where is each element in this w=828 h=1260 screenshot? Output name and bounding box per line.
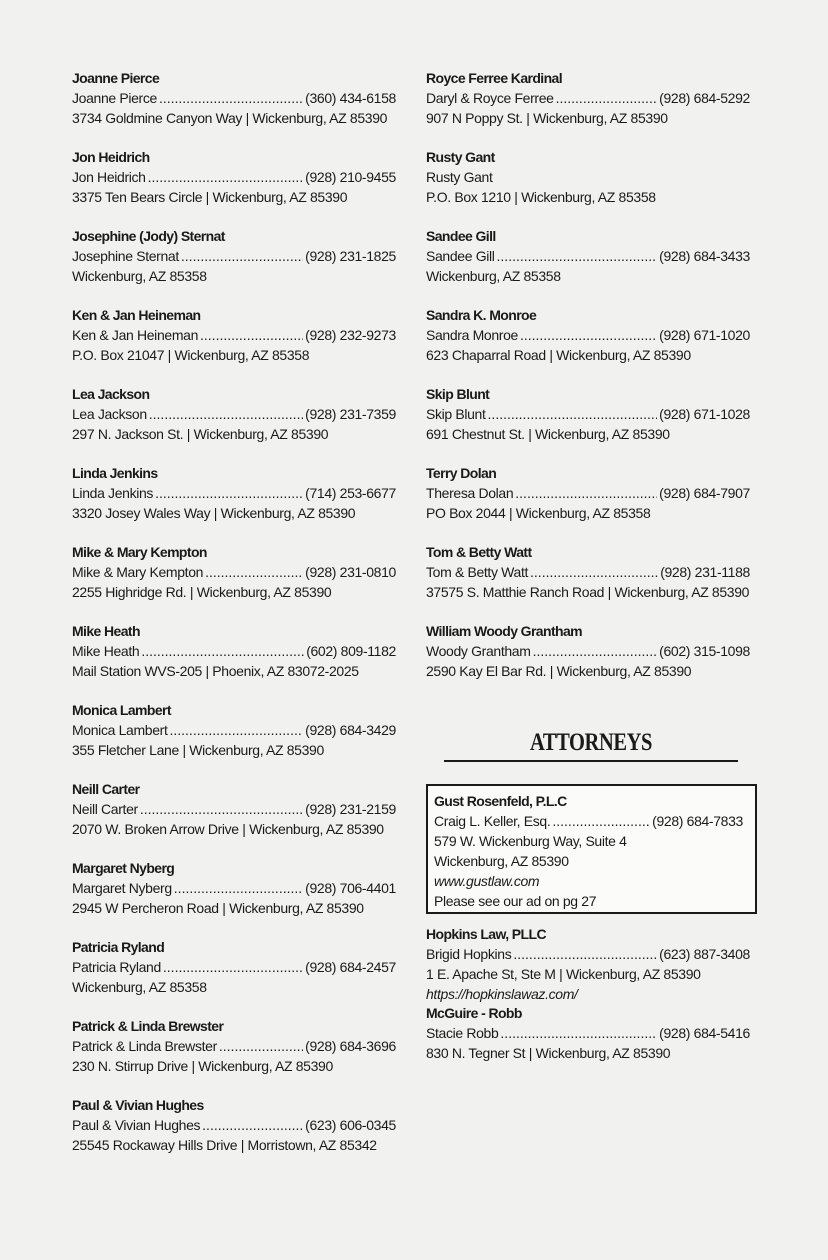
dot-leader — [533, 641, 658, 661]
left-column — [72, 68, 396, 1174]
contact-line — [72, 562, 396, 582]
address-line: 2945 W Percheron Road | Wickenburg, AZ 85390 — [72, 900, 364, 916]
phone-number: (928) 671-1020 — [659, 327, 750, 343]
address-line: P.O. Box 21047 | Wickenburg, AZ 85358 — [72, 347, 310, 363]
contact-name: Margaret Nyberg — [72, 880, 172, 896]
contact-name: Tom & Betty Watt — [426, 564, 529, 580]
entry-heading: Joanne Pierce — [72, 70, 160, 86]
attorney-list — [426, 924, 750, 1082]
dot-leader — [552, 811, 650, 831]
directory-entry — [72, 542, 396, 621]
dot-leader — [155, 483, 303, 503]
entry-heading: Monica Lambert — [72, 702, 171, 718]
ad-note: Please see our ad on pg 27 — [434, 893, 597, 909]
directory-entry — [72, 68, 396, 147]
contact-line — [72, 720, 396, 740]
phone-number: (928) 232-9273 — [305, 327, 396, 343]
entry-heading: William Woody Grantham — [426, 623, 582, 639]
contact-name: Lea Jackson — [72, 406, 147, 422]
contact-line — [426, 246, 750, 266]
contact-name: Jon Heidrich — [72, 169, 146, 185]
contact-name: Brigid Hopkins — [426, 946, 512, 962]
entry-heading: Ken & Jan Heineman — [72, 307, 201, 323]
entry-heading: Paul & Vivian Hughes — [72, 1097, 204, 1113]
phone-number: (928) 684-7907 — [659, 485, 750, 501]
contact-name: Mike & Mary Kempton — [72, 564, 204, 580]
contact-name: Skip Blunt — [426, 406, 486, 422]
contact-line — [426, 404, 750, 424]
contact-line — [72, 799, 396, 819]
directory-entry — [426, 68, 750, 147]
address-line: 2255 Highridge Rd. | Wickenburg, AZ 85390 — [72, 584, 332, 600]
contact-name: Ken & Jan Heineman — [72, 327, 199, 343]
address-line: PO Box 2044 | Wickenburg, AZ 85358 — [426, 505, 651, 521]
directory-entry — [72, 226, 396, 305]
address-line: 1 E. Apache St, Ste M | Wickenburg, AZ 85390 — [426, 966, 701, 982]
directory-entry — [72, 147, 396, 226]
contact-name: Linda Jenkins — [72, 485, 154, 501]
contact-line — [426, 325, 750, 345]
contact-line — [434, 811, 743, 831]
directory-entry — [72, 937, 396, 1016]
dot-leader — [513, 944, 657, 964]
contact-name: Sandee Gill — [426, 248, 495, 264]
entry-heading: Hopkins Law, PLLC — [426, 926, 546, 942]
phone-number: (928) 231-1188 — [660, 564, 750, 580]
section-title-attorneys: ATTORNEYS — [529, 729, 653, 756]
contact-name: Patricia Ryland — [72, 959, 161, 975]
directory-entry — [426, 384, 750, 463]
address-line: 2070 W. Broken Arrow Drive | Wickenburg, AZ 85390 — [72, 821, 384, 837]
address-line: Mail Station WVS-205 | Phoenix, AZ 83072-2025 — [72, 663, 359, 679]
entry-heading: Mike & Mary Kempton — [72, 544, 207, 560]
website-link[interactable]: https://hopkinslawaz.com/ — [426, 986, 578, 1002]
address-line: 2590 Kay El Bar Rd. | Wickenburg, AZ 85390 — [426, 663, 692, 679]
phone-number: (623) 887-3408 — [659, 946, 750, 962]
address-line: 37575 S. Matthie Ranch Road | Wickenburg, AZ 85390 — [426, 584, 750, 600]
dot-leader — [500, 1023, 657, 1043]
entry-heading: McGuire - Robb — [426, 1005, 522, 1021]
contact-line — [72, 325, 396, 345]
phone-number: (928) 684-3429 — [305, 722, 396, 738]
directory-entry — [426, 226, 750, 305]
directory-entry — [72, 1016, 396, 1095]
contact-line — [72, 246, 396, 266]
contact-name: Stacie Robb — [426, 1025, 499, 1041]
address-line: 355 Fletcher Lane | Wickenburg, AZ 85390 — [72, 742, 324, 758]
contact-name: Patrick & Linda Brewster — [72, 1038, 217, 1054]
address-line: 230 N. Stirrup Drive | Wickenburg, AZ 85390 — [72, 1058, 333, 1074]
contact-line — [72, 404, 396, 424]
dot-leader — [200, 325, 303, 345]
directory-entry — [72, 1095, 396, 1174]
entry-heading: Patricia Ryland — [72, 939, 165, 955]
contact-line — [72, 641, 396, 661]
contact-name: Woody Grantham — [426, 643, 531, 659]
directory-entry — [426, 147, 750, 226]
dot-leader — [181, 246, 303, 266]
address-line: 297 N. Jackson St. | Wickenburg, AZ 85390 — [72, 426, 329, 442]
contact-line — [72, 483, 396, 503]
entry-heading: Gust Rosenfeld, P.L.C — [434, 793, 567, 809]
dot-leader — [488, 404, 658, 424]
contact-name: Joanne Pierce — [72, 90, 157, 106]
address-line: Wickenburg, AZ 85390 — [434, 853, 569, 869]
address-line: 3320 Josey Wales Way | Wickenburg, AZ 85390 — [72, 505, 356, 521]
contact-line — [426, 88, 750, 108]
dot-leader — [219, 1036, 303, 1056]
directory-entry — [426, 1003, 750, 1082]
entry-heading: Royce Ferree Kardinal — [426, 70, 563, 86]
dot-leader — [556, 88, 658, 108]
directory-entry — [72, 621, 396, 700]
phone-number: (928) 671-1028 — [659, 406, 750, 422]
entry-heading: Jon Heidrich — [72, 149, 150, 165]
entry-heading: Rusty Gant — [426, 149, 495, 165]
contact-line — [72, 1115, 396, 1135]
contact-line — [426, 944, 750, 964]
directory-entry — [426, 924, 750, 1003]
directory-entry — [72, 858, 396, 937]
phone-number: (928) 684-5416 — [659, 1025, 750, 1041]
address-line: 579 W. Wickenburg Way, Suite 4 — [434, 833, 627, 849]
contact-line — [426, 167, 750, 187]
phone-number: (928) 684-3433 — [659, 248, 750, 264]
dot-leader — [530, 562, 658, 582]
directory-entry — [72, 305, 396, 384]
dot-leader — [520, 325, 657, 345]
contact-name: Theresa Dolan — [426, 485, 514, 501]
directory-entry — [72, 700, 396, 779]
address-line: 25545 Rockaway Hills Drive | Morristown, AZ 85342 — [72, 1137, 377, 1153]
right-column — [426, 68, 750, 700]
entry-heading: Sandee Gill — [426, 228, 496, 244]
directory-entry — [72, 384, 396, 463]
phone-number: (928) 684-7833 — [652, 813, 743, 829]
address-line: 907 N Poppy St. | Wickenburg, AZ 85390 — [426, 110, 668, 126]
entry-heading: Neill Carter — [72, 781, 140, 797]
phone-number: (928) 231-1825 — [305, 248, 396, 264]
phone-number: (602) 315-1098 — [659, 643, 750, 659]
phone-number: (602) 809-1182 — [306, 643, 396, 659]
contact-name: Craig L. Keller, Esq. — [434, 813, 551, 829]
contact-name: Josephine Sternat — [72, 248, 179, 264]
entry-heading: Tom & Betty Watt — [426, 544, 532, 560]
contact-name: Neill Carter — [72, 801, 138, 817]
phone-number: (928) 706-4401 — [305, 880, 396, 896]
entry-heading: Josephine (Jody) Sternat — [72, 228, 225, 244]
phone-number: (714) 253-6677 — [305, 485, 396, 501]
phone-number: (928) 684-2457 — [305, 959, 396, 975]
phone-number: (360) 434-6158 — [305, 90, 396, 106]
entry-heading: Mike Heath — [72, 623, 140, 639]
dot-leader — [174, 878, 303, 898]
phone-number: (928) 231-2159 — [305, 801, 396, 817]
address-line: 830 N. Tegner St | Wickenburg, AZ 85390 — [426, 1045, 671, 1061]
entry-heading: Skip Blunt — [426, 386, 490, 402]
dot-leader — [169, 720, 303, 740]
directory-entry — [72, 779, 396, 858]
contact-line — [72, 1036, 396, 1056]
address-line: Wickenburg, AZ 85358 — [426, 268, 561, 284]
address-line: 691 Chestnut St. | Wickenburg, AZ 85390 — [426, 426, 670, 442]
website-link[interactable]: www.gustlaw.com — [434, 873, 540, 889]
dot-leader — [148, 167, 304, 187]
directory-entry — [426, 305, 750, 384]
contact-line — [72, 167, 396, 187]
phone-number: (928) 231-7359 — [305, 406, 396, 422]
phone-number: (623) 606-0345 — [305, 1117, 396, 1133]
contact-name: Monica Lambert — [72, 722, 168, 738]
dot-leader — [141, 641, 304, 661]
contact-name: Paul & Vivian Hughes — [72, 1117, 201, 1133]
contact-name: Daryl & Royce Ferree — [426, 90, 554, 106]
dot-leader — [163, 957, 303, 977]
entry-heading: Sandra K. Monroe — [426, 307, 537, 323]
address-line: Wickenburg, AZ 85358 — [72, 979, 207, 995]
entry-heading: Terry Dolan — [426, 465, 497, 481]
contact-name: Sandra Monroe — [426, 327, 518, 343]
dot-leader — [515, 483, 657, 503]
contact-line — [72, 878, 396, 898]
address-line: 3375 Ten Bears Circle | Wickenburg, AZ 85390 — [72, 189, 348, 205]
entry-heading: Margaret Nyberg — [72, 860, 175, 876]
contact-name: Mike Heath — [72, 643, 140, 659]
directory-entry — [426, 542, 750, 621]
dot-leader — [159, 88, 303, 108]
phone-number: (928) 231-0810 — [305, 564, 396, 580]
contact-line — [426, 562, 750, 582]
dot-leader — [149, 404, 303, 424]
contact-name: Rusty Gant — [426, 169, 493, 185]
address-line: 623 Chaparral Road | Wickenburg, AZ 85390 — [426, 347, 691, 363]
contact-line — [426, 483, 750, 503]
directory-entry — [426, 463, 750, 542]
contact-line — [426, 641, 750, 661]
dot-leader — [497, 246, 658, 266]
dot-leader — [140, 799, 303, 819]
address-line: Wickenburg, AZ 85358 — [72, 268, 207, 284]
phone-number: (928) 684-3696 — [305, 1038, 396, 1054]
section-rule — [444, 760, 738, 762]
directory-entry — [426, 621, 750, 700]
entry-heading: Linda Jenkins — [72, 465, 158, 481]
dot-leader — [202, 1115, 303, 1135]
address-line: 3734 Goldmine Canyon Way | Wickenburg, AZ 85390 — [72, 110, 388, 126]
contact-line — [72, 88, 396, 108]
dot-leader — [205, 562, 303, 582]
entry-heading: Patrick & Linda Brewster — [72, 1018, 224, 1034]
contact-line — [426, 1023, 750, 1043]
address-line: P.O. Box 1210 | Wickenburg, AZ 85358 — [426, 189, 656, 205]
entry-heading: Lea Jackson — [72, 386, 150, 402]
phone-number: (928) 210-9455 — [305, 169, 396, 185]
directory-entry — [72, 463, 396, 542]
phone-number: (928) 684-5292 — [659, 90, 750, 106]
contact-line — [72, 957, 396, 977]
featured-attorney-box — [426, 784, 757, 914]
